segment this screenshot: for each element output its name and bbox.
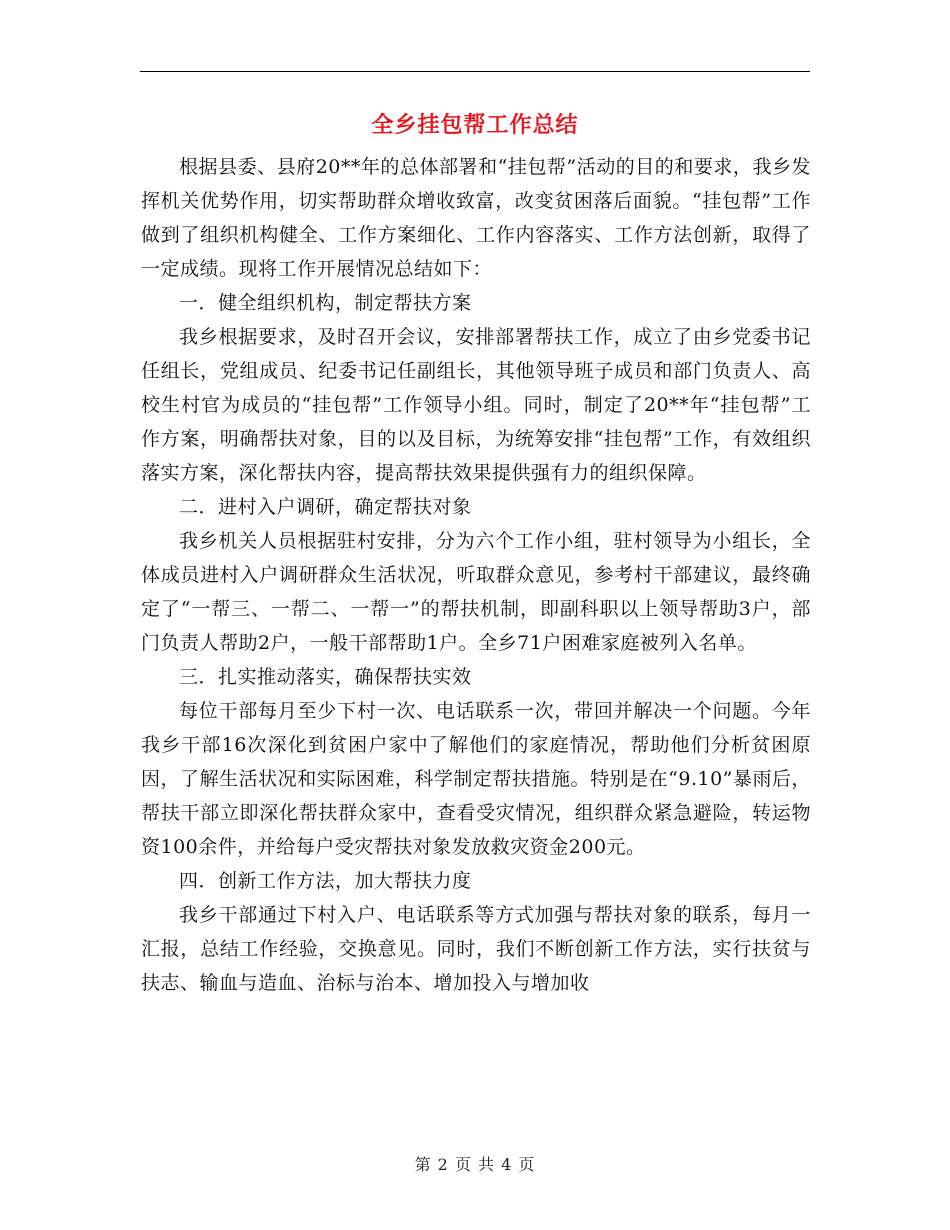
page-number: 第 2 页 共 4 页 <box>414 1155 536 1174</box>
section-4-paragraph: 我乡干部通过下村入户、电话联系等方式加强与帮扶对象的联系，每月一汇报，总结工作经验，交换意见。同时，我们不断创新工作方法，实行扶贫与扶志、输血与造血、治标与治本、增加投入与增加收 <box>141 904 811 994</box>
section-heading-1: 一．健全组织机构，制定帮扶方案 <box>179 292 472 314</box>
section-1-paragraph: 我乡根据要求，及时召开会议，安排部署帮扶工作，成立了由乡党委书记任组长，党组成员、纪委书记任副组长，其他领导班子成员和部门负责人、高校生村官为成员的“挂包帮”工作领导小组。同时，制定了20**年“挂包帮”工作方案，明确帮扶对象，目的以及目标，为统筹安排“挂包帮”工作，有效组织落实方案，深化帮扶内容，提高帮扶效果提供强有力的组织保障。 <box>141 326 811 484</box>
section-heading-4: 四．创新工作方法，加大帮扶力度 <box>179 870 472 892</box>
section-2-paragraph: 我乡机关人员根据驻村安排，分为六个工作小组，驻村领导为小组长，全体成员进村入户调研群众生活状况，听取群众意见，参考村干部建议，最终确定了“一帮三、一帮二、一帮一”的帮扶机制，即副科职以上领导帮助3户，部门负责人帮助2户，一般干部帮助1户。全乡71户困难家庭被列入名单。 <box>141 530 811 654</box>
section-heading-2: 二．进村入户调研，确定帮扶对象 <box>179 496 472 518</box>
document-body <box>141 150 811 1000</box>
header-rule <box>140 71 810 72</box>
document-title: 全乡挂包帮工作总结 <box>371 112 579 138</box>
intro-paragraph: 根据县委、县府20**年的总体部署和“挂包帮”活动的目的和要求，我乡发挥机关优势作用，切实帮助群众增收致富，改变贫困落后面貌。“挂包帮”工作做到了组织机构健全、工作方案细化、工作内容落实、工作方法创新，取得了一定成绩。现将工作开展情况总结如下： <box>141 156 811 280</box>
section-3-paragraph: 每位干部每月至少下村一次、电话联系一次，带回并解决一个问题。今年我乡干部16次深化到贫困户家中了解他们的家庭情况，帮助他们分析贫困原因，了解生活状况和实际困难，科学制定帮扶措施。特别是在“9.10”暴雨后，帮扶干部立即深化帮扶群众家中，查看受灾情况，组织群众紧急避险，转运物资100余件，并给每户受灾帮扶对象发放救灾资金200元。 <box>141 700 811 858</box>
section-heading-3: 三．扎实推动落实，确保帮扶实效 <box>179 666 472 688</box>
